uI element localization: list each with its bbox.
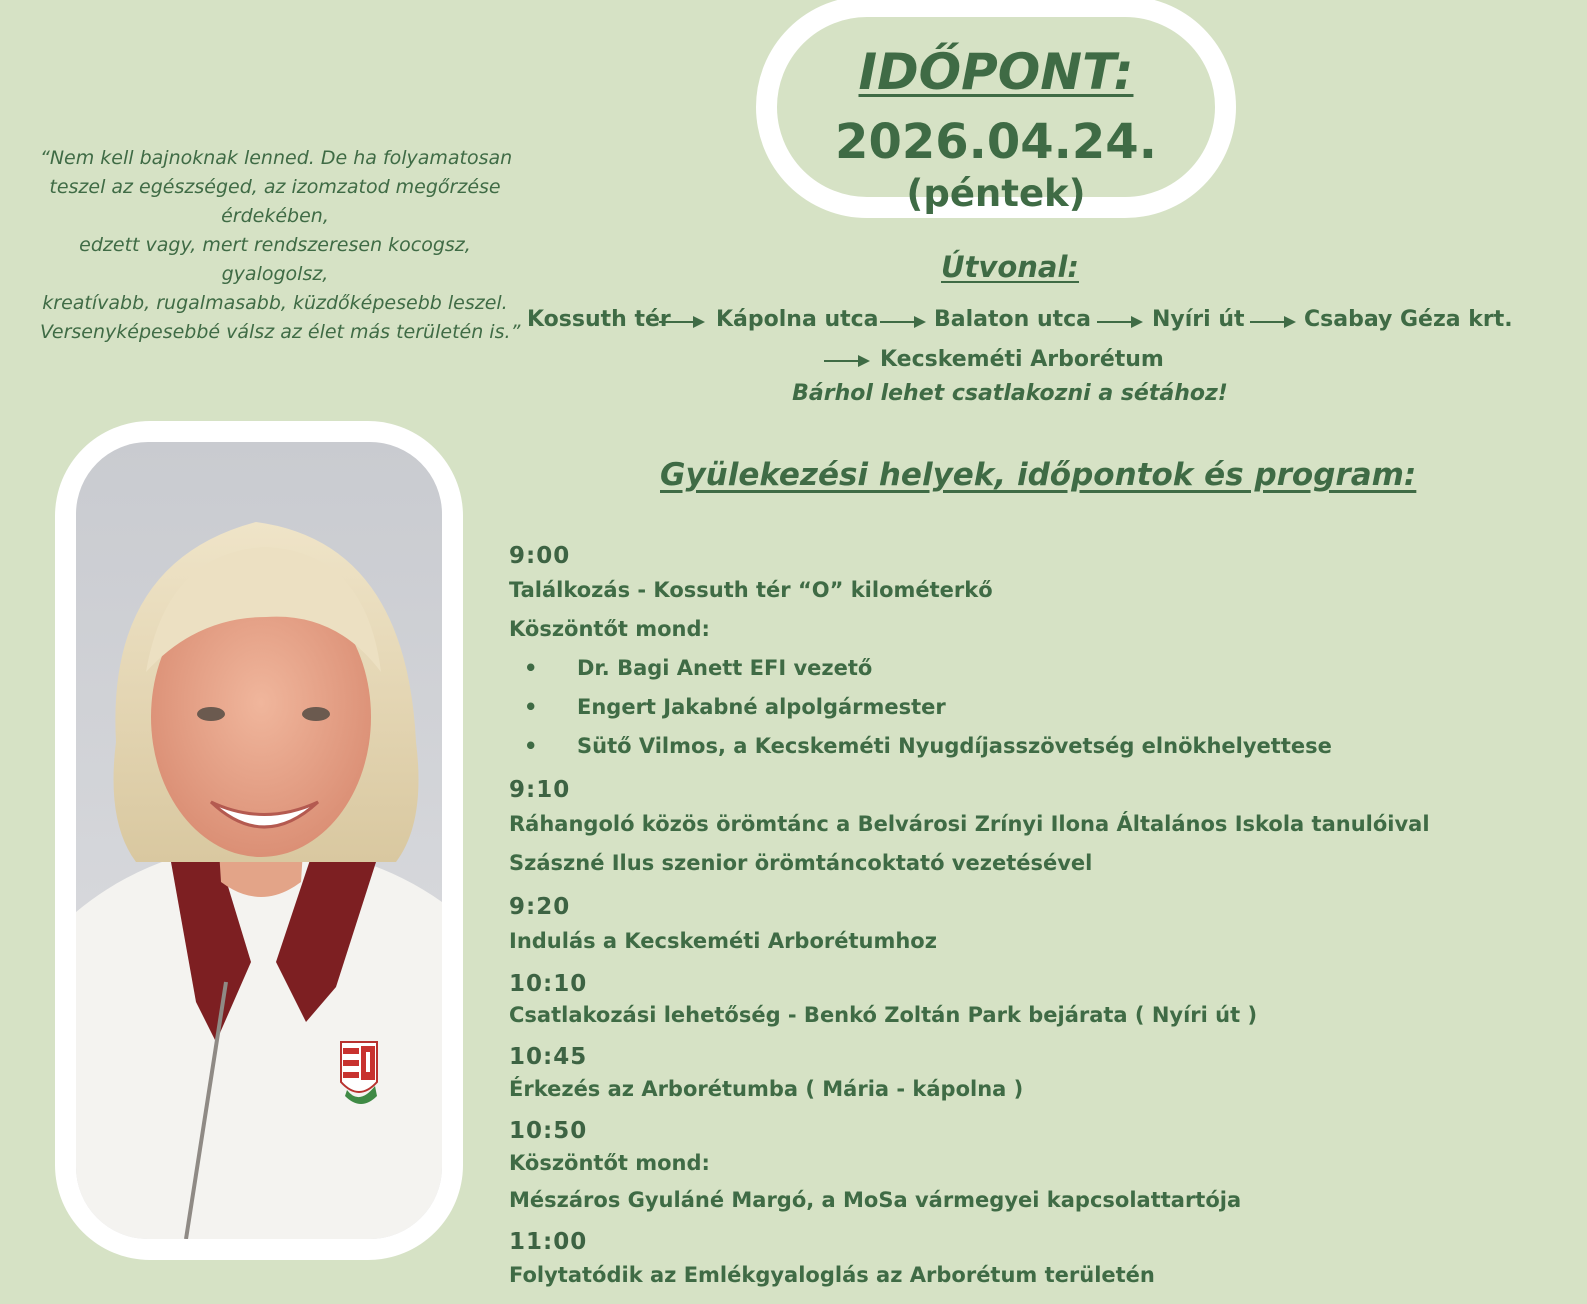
- program-time: 9:00: [509, 543, 571, 569]
- route-arrow-icon: [824, 354, 870, 368]
- quote-line: edzett vagy, mert rendszeresen kocogsz,: [79, 234, 471, 256]
- program-line: Szászné Ilus szenior örömtáncoktató vezetésével: [509, 851, 1093, 875]
- date-day: (péntek): [906, 172, 1086, 215]
- program-line: Találkozás - Kossuth tér “O” kilométerkő: [509, 578, 993, 602]
- route-stop: Csabay Géza krt.: [1304, 307, 1513, 332]
- program-line: Mészáros Gyuláné Margó, a MoSa vármegyei kapcsolattartója: [509, 1188, 1242, 1212]
- route-arrow-icon: [880, 315, 926, 329]
- program-title: Gyülekezési helyek, időpontok és program:: [660, 457, 1417, 493]
- photo-frame: [55, 421, 463, 1260]
- date-title: IDŐPONT:: [858, 43, 1134, 101]
- quote-line: teszel az egészséged, az izomzatod megőrzése: [49, 176, 501, 198]
- program-line: Ráhangoló közös örömtánc a Belvárosi Zrínyi Ilona Általános Iskola tanulóival: [509, 812, 1430, 836]
- program-time: 9:20: [509, 894, 571, 920]
- program-time: 10:10: [509, 971, 588, 997]
- route-stop: Kápolna utca: [716, 307, 879, 332]
- route-title: Útvonal:: [941, 250, 1079, 284]
- route-stop: Balaton utca: [934, 307, 1092, 332]
- quote: [40, 144, 521, 347]
- program-time: 11:00: [509, 1229, 588, 1255]
- quote-line: “Nem kell bajnoknak lenned. De ha folyamatosan: [40, 147, 513, 169]
- date-badge: [756, 0, 1236, 218]
- quote-line: gyalogolsz,: [221, 263, 329, 285]
- program-bullet: Dr. Bagi Anett EFI vezető: [577, 656, 873, 680]
- program-time: 10:45: [509, 1044, 588, 1070]
- date-value: 2026.04.24.: [835, 114, 1157, 170]
- program-time: 10:50: [509, 1118, 588, 1144]
- program-line: Indulás a Kecskeméti Arborétumhoz: [509, 929, 937, 953]
- program-time: 9:10: [509, 777, 571, 803]
- bullet-icon: •: [524, 656, 538, 680]
- bullet-icon: •: [524, 695, 538, 719]
- program-bullet: Engert Jakabné alpolgármester: [577, 695, 946, 719]
- program-line: Köszöntőt mond:: [509, 1151, 710, 1175]
- program-line: Folytatódik az Emlékgyaloglás az Arborétum területén: [509, 1263, 1155, 1287]
- program-bullet: Sütő Vilmos, a Kecskeméti Nyugdíjasszövetség elnökhelyettese: [577, 734, 1332, 758]
- portrait-photo: [76, 442, 442, 1239]
- route-arrow-icon: [1250, 315, 1296, 329]
- quote-line: érdekében,: [221, 205, 329, 227]
- quote-line: Versenyképesebbé válsz az élet más területén is.”: [40, 321, 521, 343]
- route-note: Bárhol lehet csatlakozni a sétához!: [792, 381, 1228, 406]
- route-arrow-icon: [659, 315, 705, 329]
- program-line: Csatlakozási lehetőség - Benkó Zoltán Park bejárata ( Nyíri út ): [509, 1003, 1258, 1027]
- program-line: Köszöntőt mond:: [509, 617, 710, 641]
- route-stop: Nyíri út: [1152, 307, 1245, 332]
- route-stop: Kossuth tér: [527, 307, 671, 332]
- quote-line: kreatívabb, rugalmasabb, küzdőképesebb leszel.: [42, 292, 508, 314]
- bullet-icon: •: [524, 734, 538, 758]
- route-arrow-icon: [1097, 315, 1143, 329]
- route-stop: Kecskeméti Arborétum: [880, 347, 1164, 372]
- program-line: Érkezés az Arborétumba ( Mária - kápolna ): [509, 1077, 1024, 1101]
